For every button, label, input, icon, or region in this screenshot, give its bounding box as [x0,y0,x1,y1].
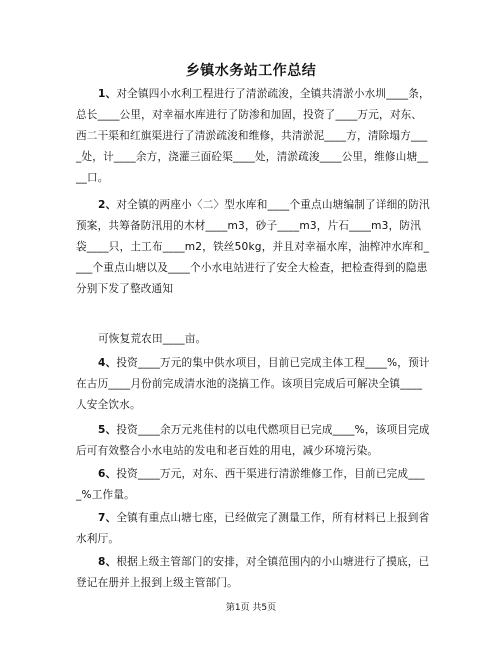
paragraph-number: 5、 [98,424,117,436]
paragraph-5 [76,420,430,462]
paragraph-2 [76,195,430,300]
paragraph-number: 4、 [98,357,117,369]
document-title: 乡镇水务站工作总结 [185,63,317,79]
paragraph-number: 1、 [98,88,117,100]
paragraph-4 [76,353,430,416]
paragraph-text: 根据上级主管部门的安排，对全镇范围内的小山塘进行了摸底，已登记在册并上报到上级主管部门。 [76,556,430,589]
paragraph-text: 投资____余万元兆佳村的以电代燃项目已完成____%，该项目完成后可有效整合小水电站的发电和老百姓的用电，减少环境污染。 [76,424,430,457]
paragraph-7 [76,508,430,550]
paragraph-number: 2、 [98,199,117,211]
paragraph-number: 8、 [98,556,117,568]
paragraph-8 [76,552,430,594]
paragraph-text: 对全镇的两座小〈二〉型水库和____个重点山塘编制了详细的防汛预案，共筹备防汛用的木材____m3，砂子____m3，片石____m3，防汛袋____只，土工布____m2，铁丝50kg，并且对幸福水库，油榨冲水库和____个重点山塘以及____个小水电站进行了安全大检查，把检查得到的隐患分别下发了整改通知 [76,199,430,295]
paragraph-6 [76,464,430,506]
paragraph-text: 投资____万元的集中供水项目，目前已完成主体工程____%，预计在古历____月份前完成清水池的浇搞工作。该项目完成后可解决全镇____人安全饮水。 [76,357,430,411]
paragraph-number: 7、 [98,512,117,524]
paragraph-1 [76,84,430,189]
paragraph-3 [76,329,430,350]
paragraph-text: 对全镇四小水利工程进行了清淤疏浚，全镇共清淤小水圳____条，总长____公里，对幸福水库进行了防渗和加固，投资了____万元，对东、西二干渠和红旗渠进行了清淤疏浚和维修，共清淤泥____方，清除塌方____处，计____余方，浇灌三面砼渠____处，清淤疏浚____公里，维修山塘____口。 [76,88,430,184]
paragraph-text: 可恢复荒农田____亩。 [98,333,207,345]
page-footer: 第1页 共5页 [225,603,277,613]
paragraph-text: 投资____万元，对东、西干渠进行清淤维修工作，目前已完成____%工作量。 [76,468,425,501]
paragraph-number: 6、 [98,468,117,480]
paragraph-text: 全镇有重点山塘七座，已经做完了测量工作，所有材料已上报到省水利厅。 [76,512,430,545]
